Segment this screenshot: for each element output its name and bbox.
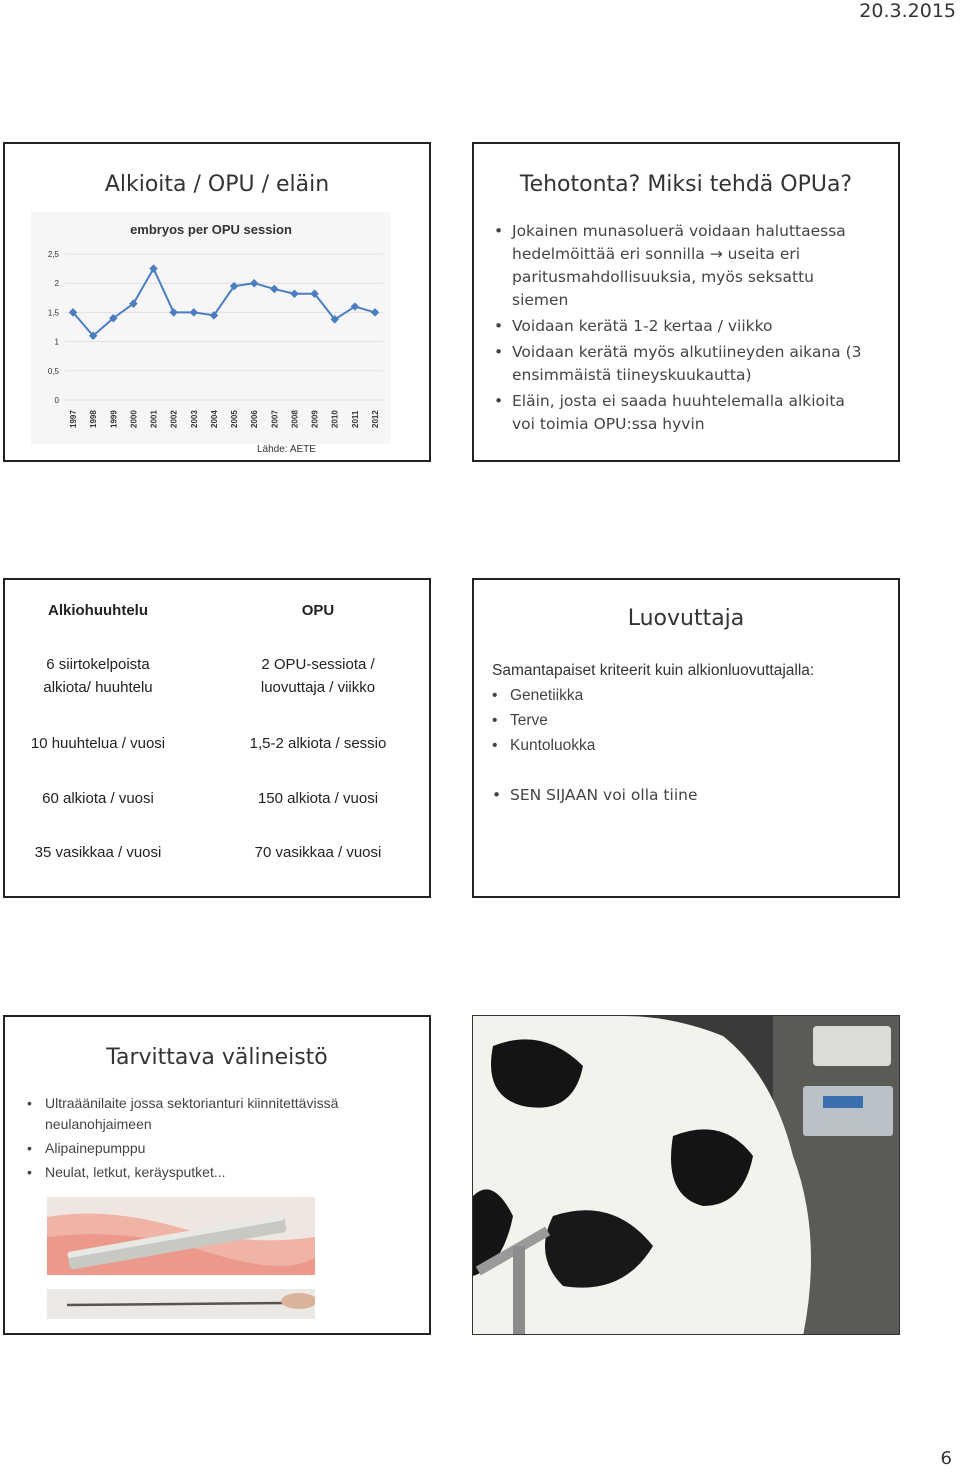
column-row: 6 siirtokelpoista <box>46 656 150 673</box>
column-opu <box>225 580 411 900</box>
y-tick-label: 2 <box>54 279 59 289</box>
bullet-item: • Voidaan kerätä 1-2 kertaa / viikko <box>490 315 870 338</box>
slide-title: Tarvittava välineistö <box>106 1045 328 1070</box>
x-tick-label: 2009 <box>310 410 320 428</box>
needle-photo <box>47 1289 315 1319</box>
slide-tehotonta <box>472 142 900 462</box>
embryos-line-chart <box>31 212 391 444</box>
bullet-item: • Voidaan kerätä myös alkutiineyden aikana (3 ensimmäistä tiineyskuukautta) <box>490 341 870 387</box>
x-tick-label: 2010 <box>330 410 340 428</box>
bullet-item: • Kuntoluokka <box>488 734 878 757</box>
bullet-item: • Jokainen munasoluerä voidaan haluttaessa hedelmöittää eri sonnilla → useita eri paritusmahdollisuuksia, myös seksattu siemen <box>490 220 870 312</box>
cow-photo <box>472 1015 900 1335</box>
x-tick-label: 1997 <box>69 410 78 428</box>
x-tick-label: 2006 <box>250 410 260 428</box>
y-tick-label: 2,5 <box>47 250 59 259</box>
slide-title: Alkioita / OPU / eläin <box>104 172 330 197</box>
needle-guide-image <box>47 1197 315 1275</box>
slide-title: Tehotonta? Miksi tehdä OPUa? <box>519 172 853 197</box>
bullet-item: • Eläin, josta ei saada huuhtelemalla alkioita voi toimia OPU:ssa hyvin <box>490 390 870 436</box>
cow-image <box>473 1016 900 1335</box>
column-row: 150 alkiota / vuosi <box>257 790 379 807</box>
x-tick-label: 2004 <box>209 410 219 428</box>
x-tick-label: 2008 <box>290 410 300 428</box>
y-tick-label: 1,5 <box>47 308 59 318</box>
x-tick-label: 2000 <box>129 410 139 428</box>
date-header: 20.3.2015 <box>859 0 956 22</box>
column-row: 70 vasikkaa / vuosi <box>254 844 382 861</box>
y-tick-label: 0 <box>54 396 59 405</box>
slide-valineisto <box>3 1015 431 1335</box>
bullet-item: • Terve <box>488 709 878 732</box>
column-row: 1,5-2 alkiota / sessio <box>249 735 387 752</box>
x-tick-label: 1998 <box>89 410 99 428</box>
slide-embryos-per-opu <box>3 142 431 462</box>
x-tick-label: 2001 <box>149 410 159 428</box>
x-tick-label: 2005 <box>230 410 240 428</box>
needle-guide-photo <box>47 1197 315 1275</box>
bullet-item: • SEN SIJAAN voi olla tiine <box>488 784 878 807</box>
bullet-list <box>23 1093 383 1186</box>
x-tick-label: 2003 <box>189 410 199 428</box>
page-number: 6 <box>940 1448 952 1469</box>
slide-title: Luovuttaja <box>627 606 745 631</box>
bullet-list <box>488 684 878 760</box>
bullet-item: • Neulat, letkut, keräysputket... <box>23 1162 383 1183</box>
x-tick-label: 1999 <box>109 410 119 428</box>
chart-title: embryos per OPU session <box>130 222 292 237</box>
column-row: 2 OPU-sessiota / <box>261 656 375 673</box>
slide-luovuttaja <box>472 578 900 898</box>
column-row: 60 alkiota / vuosi <box>42 790 154 807</box>
bullet-list <box>488 784 878 810</box>
x-tick-label: 2011 <box>350 410 360 428</box>
bullet-item: • Alipainepumppu <box>23 1138 383 1159</box>
x-tick-label: 2002 <box>169 410 179 428</box>
needle-image <box>47 1289 315 1319</box>
x-tick-label: 2007 <box>270 410 280 428</box>
column-row: alkiota/ huuhtelu <box>43 679 153 696</box>
intro-text: Samantapaiset kriteerit kuin alkionluovuttajalla: <box>492 662 815 679</box>
column-alkiohuuhtelu <box>5 580 191 900</box>
source-label: Lähde: AETE <box>257 444 316 455</box>
y-tick-label: 0,5 <box>47 366 59 376</box>
column-row: 35 vasikkaa / vuosi <box>34 844 162 861</box>
column-header: OPU <box>301 602 335 619</box>
bullet-item: • Genetiikka <box>488 684 878 707</box>
bullet-list <box>490 220 870 439</box>
bullet-item: • Ultraäänilaite jossa sektorianturi kiinnitettävissä neulanohjaimeen <box>23 1093 383 1135</box>
column-header: Alkiohuuhtelu <box>48 602 148 619</box>
column-row: luovuttaja / viikko <box>260 679 376 696</box>
x-tick-label: 2012 <box>371 410 380 428</box>
column-row: 10 huuhtelua / vuosi <box>30 735 166 752</box>
slide-comparison <box>3 578 431 898</box>
y-tick-label: 1 <box>54 337 59 347</box>
